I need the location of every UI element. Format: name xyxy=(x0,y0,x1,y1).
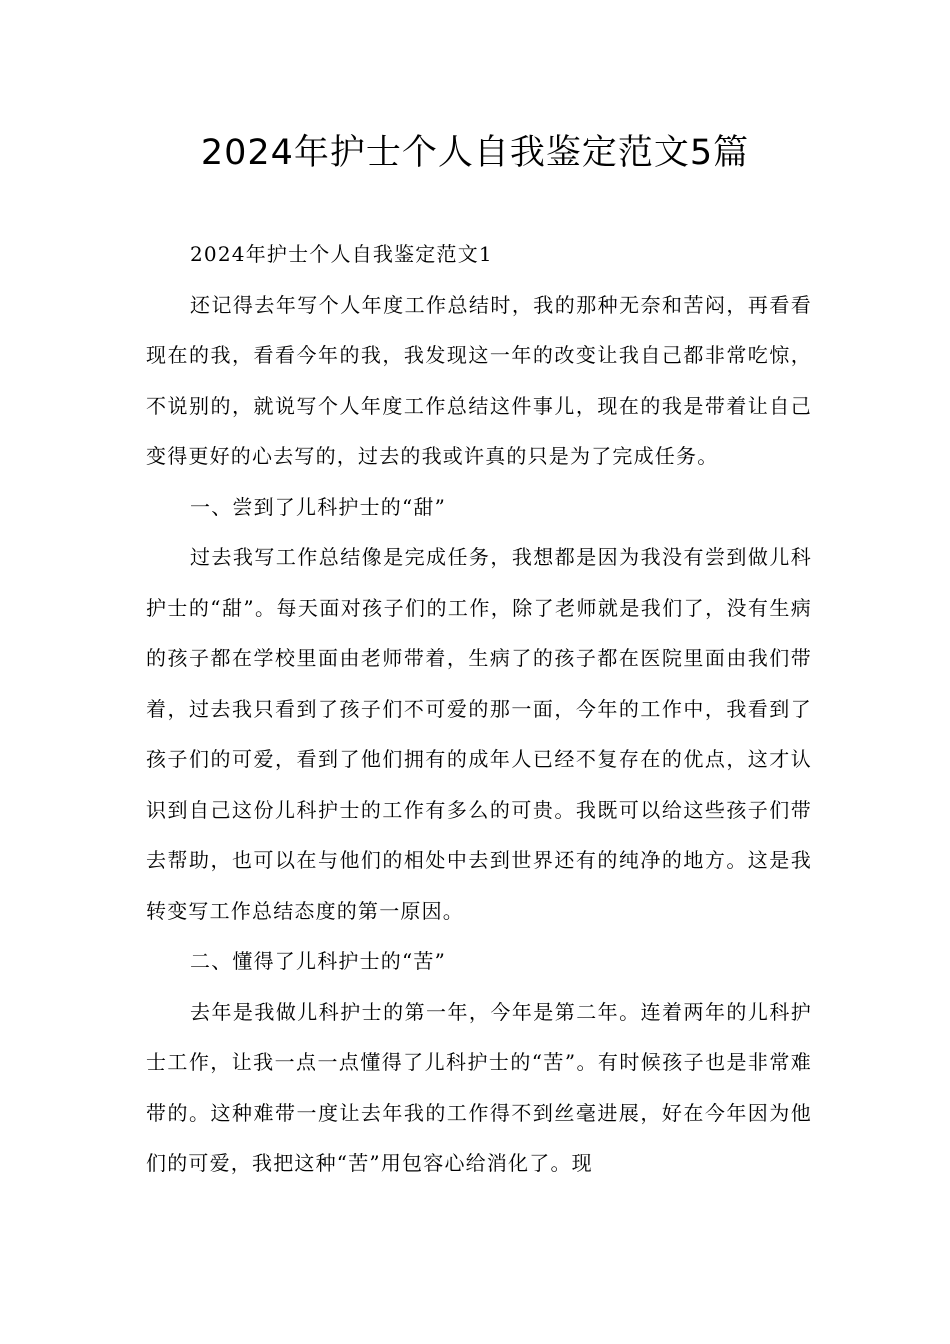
body-paragraph: 去年是我做儿科护士的第一年，今年是第二年。连着两年的儿科护士工作，让我一点一点懂得了儿科护士的“苦”。有时候孩子也是非常难带的。这种难带一度让去年我的工作得不到丝毫进展，好在今年因为他们的可爱，我把这种“苦”用包容心给消化了。现 xyxy=(146,999,812,1175)
document-title: 2024年护士个人自我鉴定范文5篇 xyxy=(200,133,750,173)
section-heading: 一、尝到了儿科护士的“甜” xyxy=(190,494,447,519)
body-paragraph: 还记得去年写个人年度工作总结时，我的那种无奈和苦闷，再看看现在的我，看看今年的我，我发现这一年的改变让我自己都非常吃惊，不说别的，就说写个人年度工作总结这件事儿，现在的我是带着让自己变得更好的心去写的，过去的我或许真的只是为了完成任务。 xyxy=(146,292,812,468)
body-paragraph: 过去我写工作总结像是完成任务，我想都是因为我没有尝到做儿科护士的“甜”。每天面对孩子们的工作，除了老师就是我们了，没有生病的孩子都在学校里面由老师带着，生病了的孩子都在医院里面由我们带着，过去我只看到了孩子们不可爱的那一面，今年的工作中，我看到了孩子们的可爱，看到了他们拥有的成年人已经不复存在的优点，这才认识到自己这份儿科护士的工作有多么的可贵。我既可以给这些孩子们带去帮助，也可以在与他们的相处中去到世界还有的纯净的地方。这是我转变写工作总结态度的第一原因。 xyxy=(146,545,812,923)
section-heading: 二、懂得了儿科护士的“苦” xyxy=(190,949,447,973)
document-body xyxy=(146,229,812,1189)
section-heading: 2024年护士个人自我鉴定范文1 xyxy=(190,242,493,266)
